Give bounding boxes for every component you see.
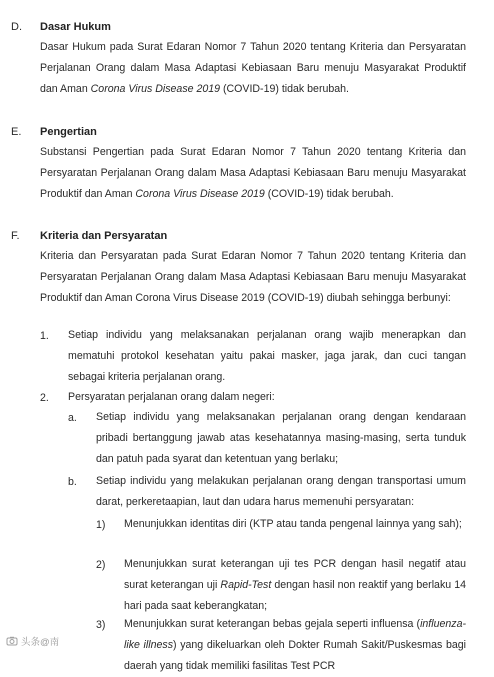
section-paragraph: Substansi Pengertian pada Surat Edaran Nomor 7 Tahun 2020 tentang Kriteria dan Persyaratan Perjalanan Orang dalam Masa Adaptasi Kebiasaan Baru menuju Masyarakat Produktif dan Aman Corona Virus Disease 2019 (COVID-19) tidak berubah. (40, 146, 466, 200)
section-letter: F. (11, 230, 20, 242)
sublist-item: Setiap individu yang melaksanakan perjalanan orang dengan kendaraan pribadi bertanggung jawab atas kesehatannya masing-masing, serta tunduk dan patuh pada syarat dan ketentuan yang berlaku; (96, 411, 466, 465)
section-heading: Pengertian (40, 126, 97, 138)
section-letter: E. (11, 126, 22, 138)
sublist-letter: a. (68, 412, 77, 424)
subsublist-item: Menunjukkan identitas diri (KTP atau tanda pengenal lainnya yang sah); (124, 518, 462, 530)
section-paragraph: Kriteria dan Persyaratan pada Surat Edaran Nomor 7 Tahun 2020 tentang Kriteria dan Persyaratan Perjalanan Orang dalam Masa Adaptasi Kebiasaan Baru menuju Masyarakat Produktif dan Aman Corona Virus Disease 2019 (COVID-19) diubah sehingga berbunyi: (40, 250, 466, 304)
watermark-text: 头条@南 (21, 637, 60, 648)
watermark (6, 634, 59, 648)
sublist-item: Setiap individu yang melakukan perjalanan orang dengan transportasi umum darat, perkeretaapian, laut dan udara harus memenuhi persyaratan: (96, 475, 466, 508)
subsublist-item: Menunjukkan surat keterangan bebas gejala seperti influensa (influenza-like illness) yang dikeluarkan oleh Dokter Rumah Sakit/Puskesmas bagi daerah yang tidak memiliki fasilitas Test PCR (124, 618, 466, 672)
section-paragraph: Dasar Hukum pada Surat Edaran Nomor 7 Tahun 2020 tentang Kriteria dan Persyaratan Perjalanan Orang dalam Masa Adaptasi Kebiasaan Baru menuju Masyarakat Produktif dan Aman Corona Virus Disease 2019 (COVID-19) tidak berubah. (40, 41, 466, 95)
section-letter: D. (11, 21, 22, 33)
subsublist-number: 2) (96, 559, 106, 571)
section-heading: Dasar Hukum (40, 21, 111, 33)
camera-icon (6, 635, 18, 647)
subsublist-item: Menunjukkan surat keterangan uji tes PCR dengan hasil negatif atau surat keterangan uji Rapid-Test dengan hasil non reaktif yang berlaku 14 hari pada saat keberangkatan; (124, 558, 467, 612)
sublist-letter: b. (68, 476, 77, 488)
list-number: 2. (40, 392, 49, 404)
list-item: Setiap individu yang melaksanakan perjalanan orang wajib menerapkan dan mematuhi protokol kesehatan yaitu pakai masker, jaga jarak, dan cuci tangan sebagai kriteria perjalanan orang. (68, 329, 466, 383)
subsublist-number: 1) (96, 519, 106, 531)
subsublist-number: 3) (96, 619, 106, 631)
section-heading: Kriteria dan Persyaratan (40, 230, 168, 242)
list-number: 1. (40, 330, 49, 342)
list-item: Persyaratan perjalanan orang dalam negeri: (68, 391, 275, 403)
